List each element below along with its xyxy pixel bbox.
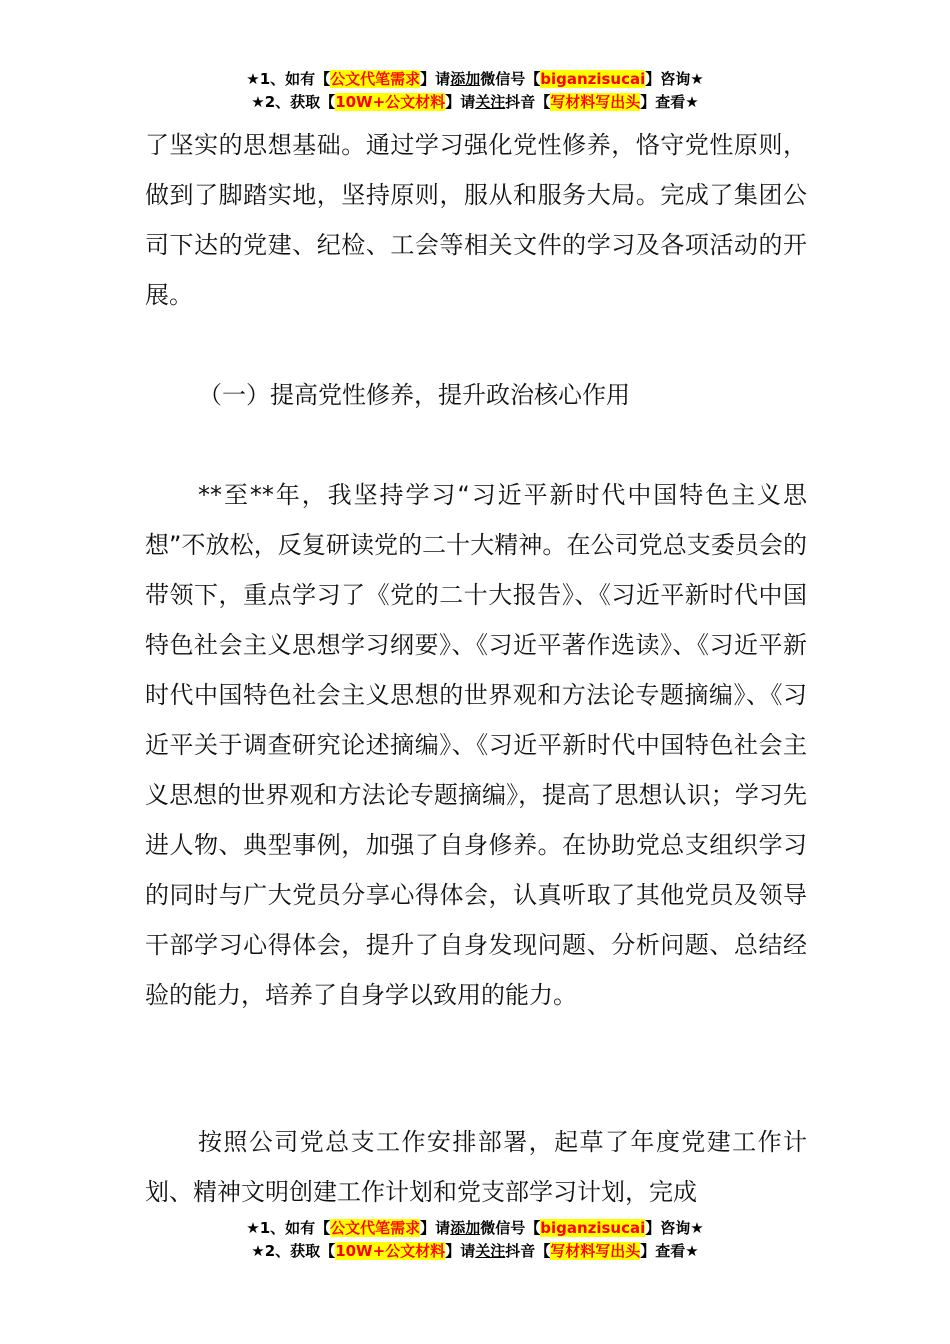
- douyin-id: 写材料写出头: [550, 93, 641, 111]
- wechat-id: biganzisucai: [540, 70, 646, 88]
- banner-text: 】请: [445, 93, 476, 111]
- banner-text: ★1、如有【: [246, 70, 331, 88]
- paragraph-text: **至**年，我坚持学习“习近平新时代中国特色主义思想”不放松，反复研读党的二十大精神。在公司党总支委员会的带领下，重点学习了《党的二十大报告》、《习近平新时代中国特色社会主义思想学习纲要》、《习近平著作选读》、《习近平新时代中国特色社会主义思想的世界观和方法论专题摘编》、《习近平关于调查研究论述摘编》、《习近平新时代中国特色社会主义思想的世界观和方法论专题摘编》，提高了思想认识；学习先进人物、典型事例，加强了自身修养。在协助党总支组织学习的同时与广大党员分享心得体会，认真听取了其他党员及领导干部学习心得体会，提升了自身发现问题、分析问题、总结经验的能力，培养了自身学以致用的能力。: [145, 481, 807, 1009]
- banner-text: 微信号【: [480, 1219, 541, 1237]
- highlight-text: 10W+公文材料: [335, 1242, 446, 1260]
- paragraph-text: 按照公司党总支工作安排部署，起草了年度党建工作计划、精神文明创建工作计划和党支部学习计划，完成: [145, 1128, 807, 1206]
- header-banner: [0, 68, 950, 114]
- banner-text: 抖音【: [505, 93, 551, 111]
- banner-text: ★2、获取【: [251, 93, 336, 111]
- highlight-text: 公文代笔需求: [330, 70, 421, 88]
- banner-text: 】请: [420, 1219, 451, 1237]
- emphasis-text: 添加: [450, 70, 481, 88]
- banner-line-1: [0, 1217, 950, 1240]
- douyin-id: 写材料写出头: [550, 1242, 641, 1260]
- banner-text: 】查看★: [640, 1242, 699, 1260]
- banner-text: 】请: [445, 1242, 476, 1260]
- highlight-text: 10W+公文材料: [335, 93, 446, 111]
- emphasis-text: 关注: [475, 1242, 506, 1260]
- banner-text: 】咨询★: [645, 70, 704, 88]
- banner-text: 】请: [420, 70, 451, 88]
- banner-text: ★2、获取【: [251, 1242, 336, 1260]
- paragraph-text: 了坚实的思想基础。通过学习强化党性修养，恪守党性原则，做到了脚踏实地，坚持原则，服从和服务大局。完成了集团公司下达的党建、纪检、工会等相关文件的学习及各项活动的开展。: [145, 131, 807, 309]
- document-paragraph: [145, 470, 807, 1020]
- banner-line-2: [0, 1240, 950, 1263]
- banner-line-2: [0, 91, 950, 114]
- footer-banner: [0, 1217, 950, 1263]
- highlight-text: 公文代笔需求: [330, 1219, 421, 1237]
- heading-text: （一）提高党性修养，提升政治核心作用: [198, 381, 630, 409]
- document-paragraph: [145, 120, 807, 320]
- banner-text: 】咨询★: [645, 1219, 704, 1237]
- banner-line-1: [0, 68, 950, 91]
- wechat-id: biganzisucai: [540, 1219, 646, 1237]
- section-heading: [145, 370, 807, 420]
- banner-text: 微信号【: [480, 70, 541, 88]
- document-paragraph: [145, 1117, 807, 1217]
- emphasis-text: 添加: [450, 1219, 481, 1237]
- banner-text: 抖音【: [505, 1242, 551, 1260]
- emphasis-text: 关注: [475, 93, 506, 111]
- banner-text: ★1、如有【: [246, 1219, 331, 1237]
- banner-text: 】查看★: [640, 93, 699, 111]
